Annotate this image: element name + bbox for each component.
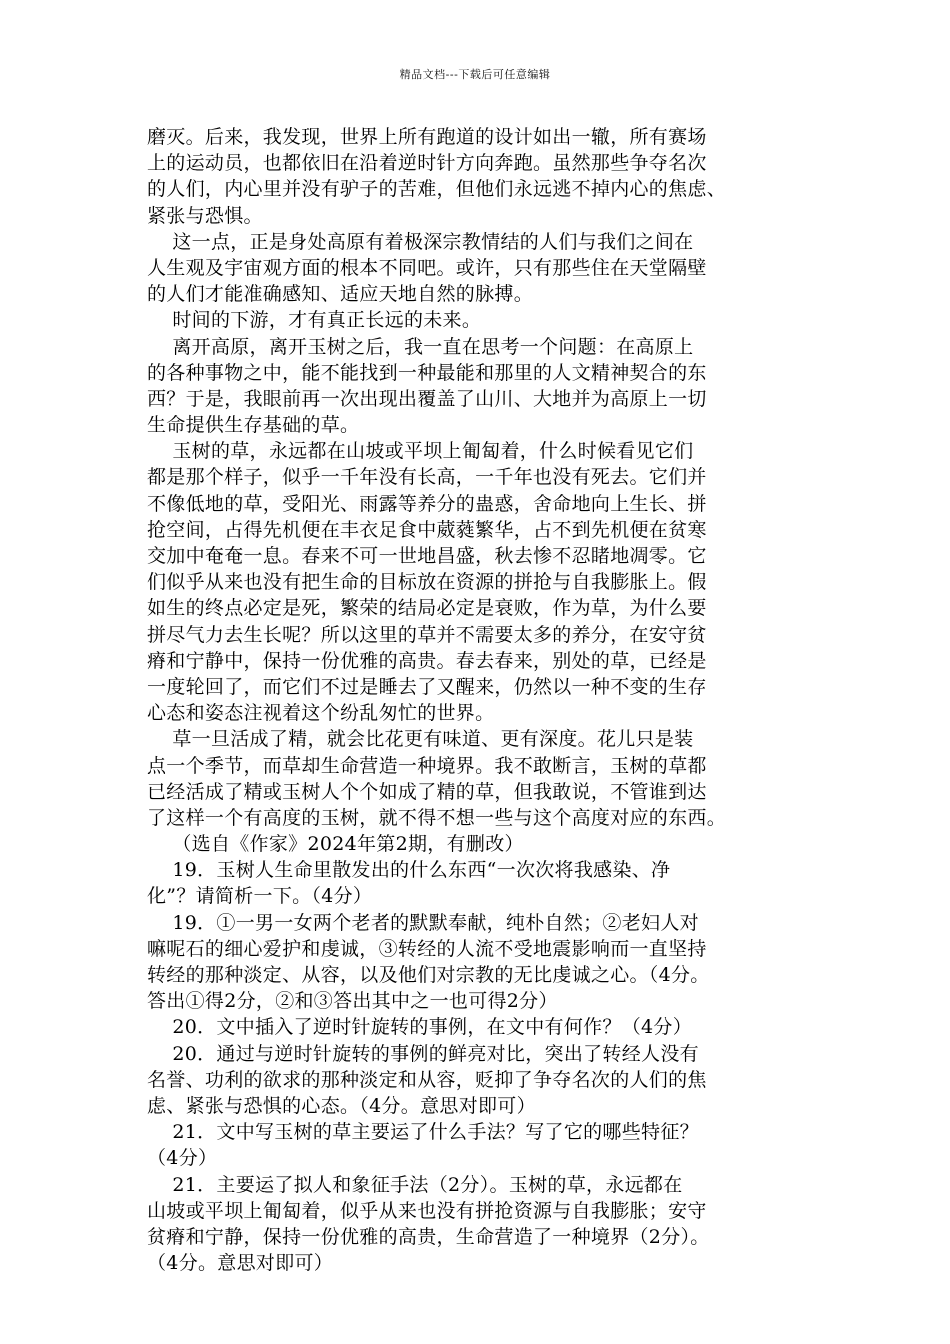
text-line: 心态和姿态注视着这个纷乱匆忙的世界。 [147, 702, 495, 725]
text-line: 不像低地的草，受阳光、雨露等养分的蛊惑，舍命地向上生长、拼 [147, 492, 707, 515]
text-line: 已经活成了精或玉树人个个如成了精的草，但我敢说，不管谁到达 [147, 780, 707, 803]
text-line: 贫瘠和宁静，保持一份优雅的高贵，生命营造了一种境界（2分）。 [147, 1225, 710, 1248]
text-line: 了这样一个有高度的玉树，就不得不想一些与这个高度对应的东西。 [147, 806, 727, 829]
text-line: 玉树的草，永远都在山坡或平坝上匍匐着，什么时候看见它们 [147, 440, 694, 463]
text-line: 20．文中插入了逆时针旋转的事例，在文中有何作？（4分） [147, 1016, 693, 1039]
text-line: 离开高原，离开玉树之后，我一直在思考一个问题：在高原上 [147, 335, 694, 358]
text-line: 虑、紧张与恐惧的心态。（4分。意思对即可） [147, 1094, 536, 1117]
text-line: 上的运动员，也都依旧在沿着逆时针方向奔跑。虽然那些争夺名次 [147, 152, 707, 175]
text-line: 紧张与恐惧。 [147, 204, 263, 227]
text-line: （4分。意思对即可） [147, 1252, 334, 1275]
text-line: 草一旦活成了精，就会比花更有味道、更有深度。花儿只是装 [147, 728, 694, 751]
text-line: 名誉、功利的欲求的那种淡定和从容，贬抑了争夺名次的人们的焦 [147, 1068, 707, 1091]
text-line: 这一点，正是身处高原有着极深宗教情结的人们与我们之间在 [147, 230, 694, 253]
text-line: 的人们才能准确感知、适应天地自然的脉搏。 [147, 283, 534, 306]
text-line: 的人们，内心里并没有驴子的苦难，但他们永远逃不掉内心的焦虑、 [147, 178, 727, 201]
text-line: 山坡或平坝上匍匐着，似乎从来也没有拼抢资源与自我膨胀；安守 [147, 1199, 707, 1222]
text-line: 20．通过与逆时针旋转的事例的鲜亮对比，突出了转经人没有 [147, 1042, 699, 1065]
text-line: （选自《作家》2024年第2期，有删改） [147, 833, 524, 856]
text-line: 19．玉树人生命里散发出的什么东西“一次次将我感染、净 [147, 859, 671, 882]
text-line: 转经的那种淡定、从容，以及他们对宗教的无比虔诚之心。（4分。 [147, 964, 710, 986]
text-line: 一度轮回了，而它们不过是睡去了又醒来，仍然以一种不变的生存 [147, 675, 707, 698]
text-line: 西？于是，我眼前再一次出现出覆盖了山川、大地并为高原上一切 [147, 387, 707, 410]
text-line: 19．①一男一女两个老者的默默奉献，纯朴自然；②老妇人对 [147, 911, 699, 934]
text-line: 如生的终点必定是死，繁荣的结局必定是衰败，作为草，为什么要 [147, 597, 707, 620]
text-line: 答出①得2分，②和③答出其中之一也可得2分） [147, 990, 558, 1013]
text-line: 瘠和宁静中，保持一份优雅的高贵。春去春来，别处的草，已经是 [147, 649, 707, 672]
text-line: 人生观及宇宙观方面的根本不同吧。或许，只有那些住在天堂隔壁 [147, 256, 707, 279]
page-header: 精品文档---下载后可任意编辑 [399, 68, 551, 81]
text-line: 点一个季节，而草却生命营造一种境界。我不敢断言，玉树的草都 [147, 754, 707, 777]
text-line: 嘛呢石的细心爱护和虔诚，③转经的人流不受地震影响而一直坚持 [147, 937, 707, 960]
text-line: 拼尽气力去生长呢？所以这里的草并不需要太多的养分，在安守贫 [147, 623, 707, 646]
text-line: 们似乎从来也没有把生命的目标放在资源的拼抢与自我膨胀上。假 [147, 571, 707, 594]
text-line: 生命提供生存基础的草。 [147, 414, 360, 437]
document-body [147, 124, 847, 1276]
text-line: 21．主要运了拟人和象征手法（2分）。玉树的草，永远都在 [147, 1173, 683, 1196]
text-line: 磨灭。后来，我发现，世界上所有跑道的设计如出一辙，所有赛场 [147, 126, 707, 148]
text-line: 抢空间，占得先机便在丰衣足食中葳蕤繁华，占不到先机便在贫寒 [147, 518, 707, 541]
text-line: （4分） [147, 1147, 218, 1170]
text-line: 的各种事物之中，能不能找到一种最能和那里的人文精神契合的东 [147, 361, 707, 384]
text-line: 21．文中写玉树的草主要运了什么手法？写了它的哪些特征？ [147, 1121, 699, 1144]
text-line: 化”？请简析一下。（4分） [147, 885, 373, 908]
text-line: 都是那个样子，似乎一千年没有长高，一千年也没有死去。它们并 [147, 466, 707, 489]
text-line: 时间的下游，才有真正长远的未来。 [147, 309, 482, 332]
text-line: 交加中奄奄一息。春来不可一世地昌盛，秋去惨不忍睹地凋零。它 [147, 545, 707, 567]
